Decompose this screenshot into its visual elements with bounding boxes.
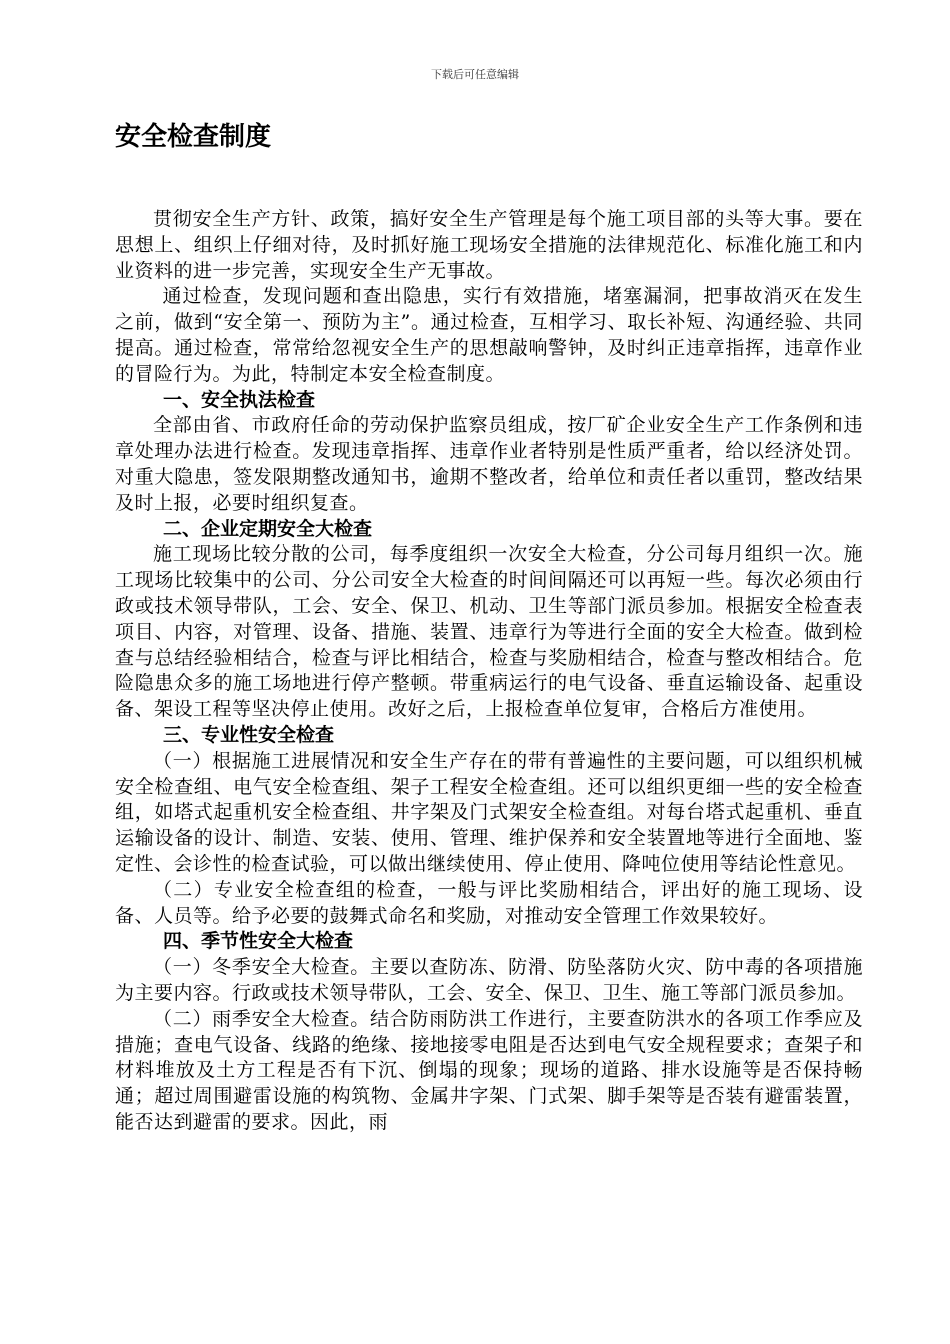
section-paragraph: （一）冬季安全大检查。主要以查防冻、防滑、防坠落防火灾、防中毒的各项措施为主要内容。行政或技术领导带队，工会、安全、保卫、卫生、施工等部门派员参加。 [115,956,863,1004]
document-title: 安全检查制度 [115,122,272,152]
section-heading: 一、安全执法检查 [163,388,316,411]
section-paragraph: 施工现场比较分散的公司，每季度组织一次安全大检查，分公司每月组织一次。施工现场比较集中的公司、分公司安全大检查的时间间隔还可以再短一些。每次必须由行政或技术领导带队，工会、安全、保卫、机动、卫生等部门派员参加。根据安全检查表项目、内容，对管理、设备、措施、装置、违章行为等进行全面的安全大检查。做到检查与总结经验相结合，检查与评比相结合，检查与奖励相结合，检查与整改相结合。危险隐患众多的施工场地进行停产整顿。带重病运行的电气设备、垂直运输设备、起重设备、架设工程等坚决停止使用。改好之后，上报检查单位复审，合格后方准使用。 [115,543,863,721]
section-paragraph: （二）雨季安全大检查。结合防雨防洪工作进行，主要查防洪水的各项工作季应及措施；查电气设备、线路的绝缘、接地接零电阻是否达到电气安全规程要求；查架子和材料堆放及土方工程是否有下沉、倒塌的现象；现场的道路、排水设施等是否保持畅通；超过周围避雷设施的构筑物、金属井字架、门式架、脚手架等是否装有避雷装置，能否达到避雷的要求。因此，雨 [115,1007,863,1133]
document-body [115,207,863,1136]
section-heading: 四、季节性安全大检查 [163,930,354,953]
header-note: 下载后可任意编辑 [431,68,519,81]
section-paragraph: （二）专业安全检查组的检查，一般与评比奖励相结合，评出好的施工现场、设备、人员等。给予必要的鼓舞式命名和奖励，对推动安全管理工作效果较好。 [115,878,863,927]
section-heading: 二、企业定期安全大检查 [163,517,373,540]
intro-paragraph: 贯彻安全生产方针、政策，搞好安全生产管理是每个施工项目部的头等大事。要在思想上、组织上仔细对待，及时抓好施工现场安全措施的法律规范化、标准化施工和内业资料的进一步完善，实现安全生产无事故。 [115,208,863,282]
section-heading: 三、专业性安全检查 [163,723,335,746]
intro-paragraph: 通过检查，发现问题和查出隐患，实行有效措施，堵塞漏洞，把事故消灭在发生之前，做到“安全第一、预防为主”。通过检查，互相学习、取长补短、沟通经验、共同提高。通过检查，常常给忽视安全生产的思想敲响警钟，及时纠正违章指挥，违章作业的冒险行为。为此，特制定本安全检查制度。 [115,285,863,385]
section-paragraph: 全部由省、市政府任命的劳动保护监察员组成，按厂矿企业安全生产工作条例和违章处理办法进行检查。发现违章指挥、违章作业者特别是性质严重者，给以经济处罚。对重大隐患，签发限期整改通知书，逾期不整改者，给单位和责任者以重罚，整改结果及时上报，必要时组织复查。 [115,414,863,514]
section-paragraph: （一）根据施工进展情况和安全生产存在的带有普遍性的主要问题，可以组织机械安全检查组、电气安全检查组、架子工程安全检查组。还可以组织更细一些的安全检查组，如塔式起重机安全检查组、井字架及门式架安全检查组。对每台塔式起重机、垂直运输设备的设计、制造、安装、使用、管理、维护保养和安全装置地等进行全面地、鉴定性、会诊性的检查试验，可以做出继续使用、停止使用、降吨位使用等结论性意见。 [115,749,863,875]
